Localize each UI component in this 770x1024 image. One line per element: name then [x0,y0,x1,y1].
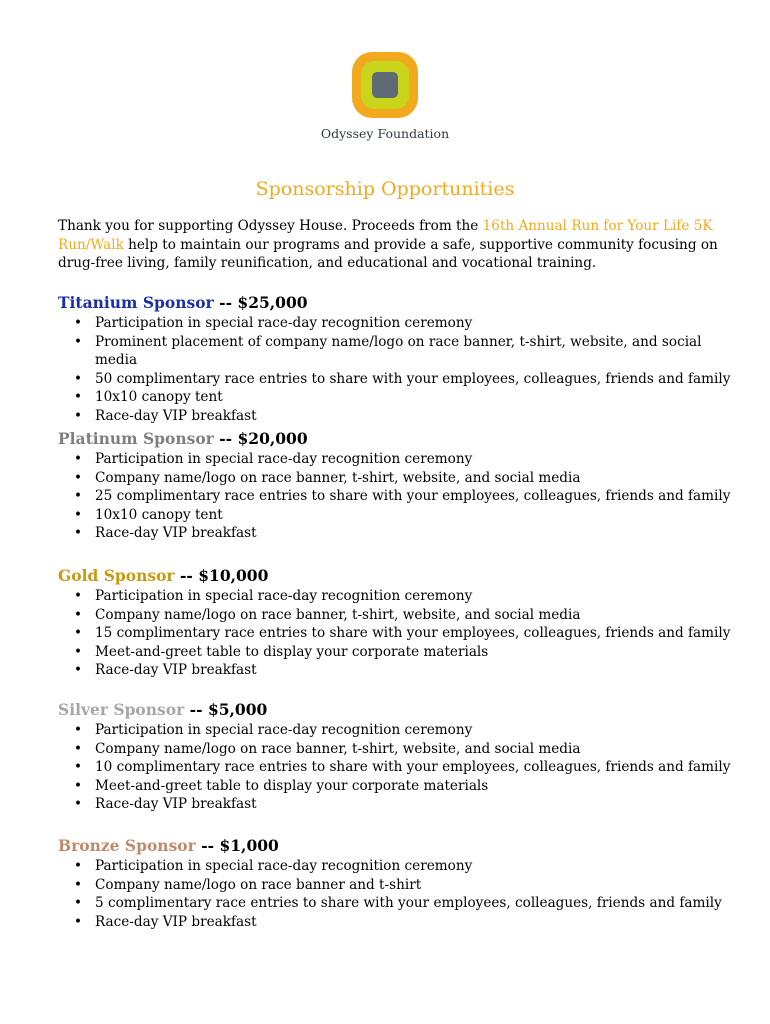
tier-name: Bronze Sponsor [58,836,196,855]
event-name-highlight: 16th Annual Run for Your Life 5K Run/Walk [58,218,713,253]
benefit-item: • Participation in special race-day recognition ceremony [58,450,738,469]
benefit-item: • Race-day VIP breakfast [58,913,738,932]
tier-heading [58,566,738,586]
sponsor-tier [58,700,738,814]
tier-heading [58,429,738,449]
page-title: Sponsorship Opportunities [255,178,515,200]
benefit-item: • Race-day VIP breakfast [58,795,738,814]
sponsor-tier [58,566,738,680]
benefit-list [58,587,738,680]
sponsor-tier [58,836,738,931]
logo-core-square [372,72,398,98]
benefit-item: • Race-day VIP breakfast [58,661,738,680]
benefit-list [58,857,738,931]
benefit-item: • 10x10 canopy tent [58,506,738,525]
tier-separator: -- [195,836,220,855]
benefit-item: • Participation in special race-day recognition ceremony [58,587,738,606]
benefit-item: • Company name/logo on race banner, t-shirt, website, and social media [58,740,738,759]
benefit-item: • Participation in special race-day recognition ceremony [58,857,738,876]
tier-name: Titanium Sponsor [58,293,214,312]
benefit-list [58,721,738,814]
tier-heading [58,293,738,313]
tier-heading [58,836,738,856]
sponsor-tier [58,429,738,543]
benefit-item: • 25 complimentary race entries to share with your employees, colleagues, friends and family [58,487,738,506]
benefit-item: • Participation in special race-day recognition ceremony [58,721,738,740]
tier-price: $1,000 [219,836,279,855]
tier-separator: -- [174,566,199,585]
header [0,52,770,141]
benefit-item: • 15 complimentary race entries to share with your employees, colleagues, friends and family [58,624,738,643]
tier-name: Gold Sponsor [58,566,175,585]
intro-text-end: help to maintain our programs and provide a safe, supportive community focusing on drug-free living, family reunification, and educational and vocational training. [58,236,718,271]
intro-text-start: Thank you for supporting Odyssey House. Proceeds from the [58,218,483,234]
tier-price: $5,000 [207,700,268,719]
benefit-list [58,314,738,426]
tier-separator: -- [213,429,238,448]
benefit-item: • Race-day VIP breakfast [58,524,738,543]
benefit-item: • 5 complimentary race entries to share with your employees, colleagues, friends and family [58,894,738,913]
tier-separator: -- [184,700,208,719]
tier-heading [58,700,738,720]
benefit-item: • Meet-and-greet table to display your corporate materials [58,643,738,662]
tier-name: Silver Sponsor [58,700,185,719]
sponsor-tier [58,293,738,426]
tier-price: $25,000 [237,293,308,312]
tier-price: $20,000 [237,429,308,448]
benefit-item: • Prominent placement of company name/logo on race banner, t-shirt, website, and social media [58,333,738,370]
benefit-item: • 50 complimentary race entries to share with your employees, colleagues, friends and family [58,370,738,389]
benefit-item: • Participation in special race-day recognition ceremony [58,314,738,333]
benefit-item: • Company name/logo on race banner and t-shirt [58,876,738,895]
org-name: Odyssey Foundation [320,126,450,141]
benefit-list [58,450,738,543]
benefit-item: • Race-day VIP breakfast [58,407,738,426]
benefit-item: • Meet-and-greet table to display your corporate materials [58,777,738,796]
odyssey-logo-icon [352,52,418,118]
intro-paragraph [58,217,718,273]
tier-name: Platinum Sponsor [58,429,214,448]
tier-price: $10,000 [198,566,269,585]
benefit-item: • 10x10 canopy tent [58,388,738,407]
benefit-item: • Company name/logo on race banner, t-shirt, website, and social media [58,469,738,488]
benefit-item: • Company name/logo on race banner, t-shirt, website, and social media [58,606,738,625]
benefit-item: • 10 complimentary race entries to share with your employees, colleagues, friends and family [58,758,738,777]
tier-separator: -- [213,293,238,312]
